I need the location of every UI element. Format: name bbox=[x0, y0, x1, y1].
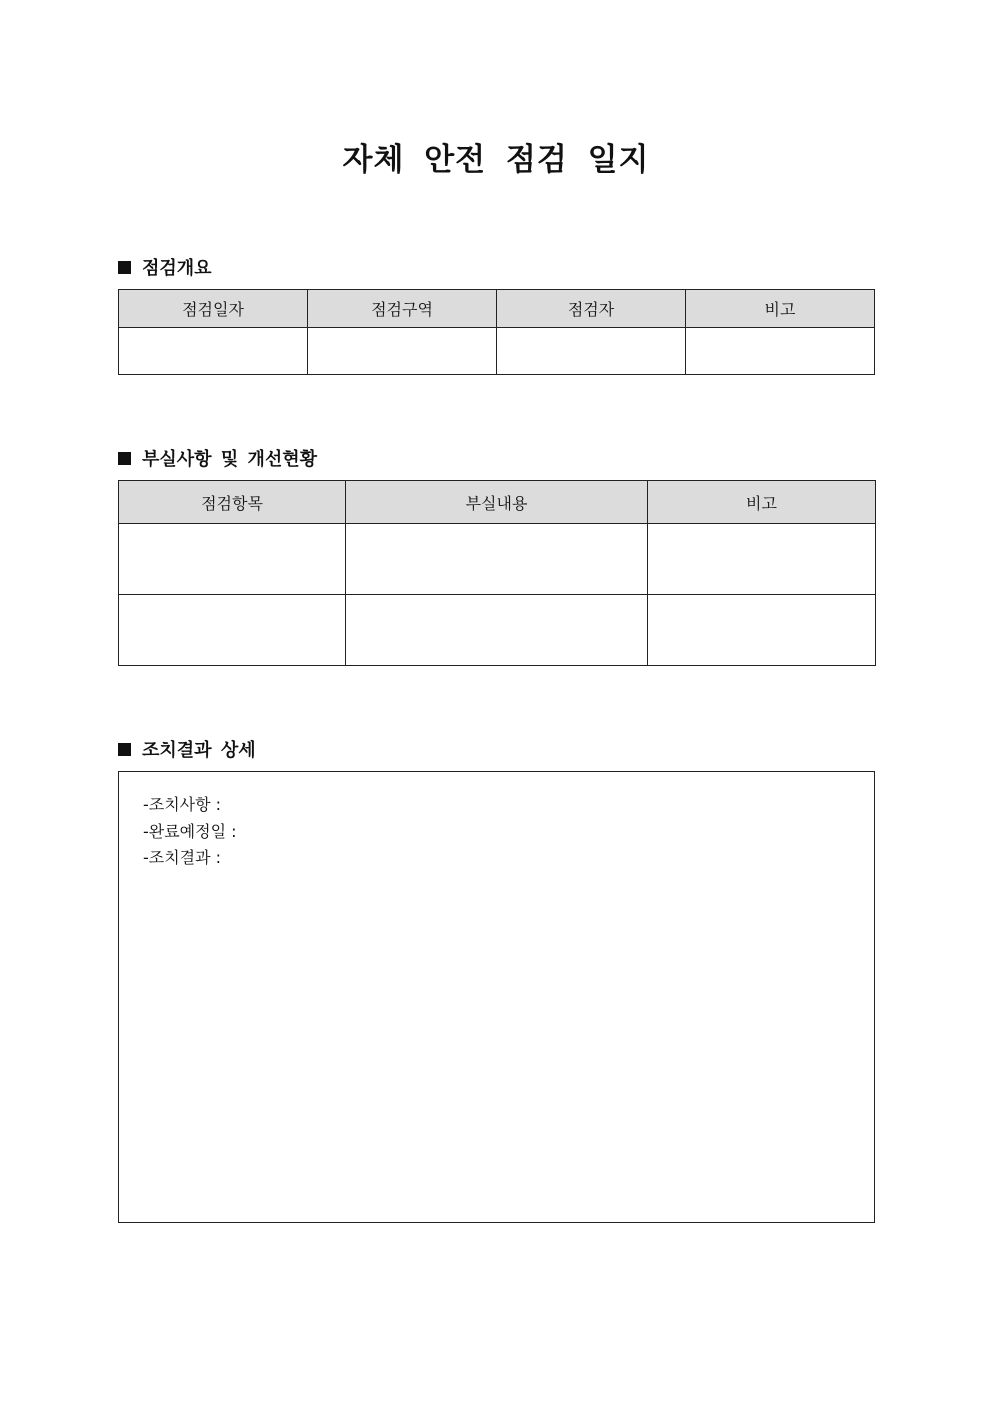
section-defects-title: 부실사항 및 개선현황 bbox=[142, 449, 318, 470]
action-detail-box[interactable] bbox=[118, 771, 875, 1223]
square-bullet-icon bbox=[118, 452, 131, 465]
table-row bbox=[119, 524, 876, 595]
section-overview-title: 점검개요 bbox=[142, 258, 212, 279]
section-defects-heading bbox=[118, 445, 317, 471]
defects-header-item: 점검항목 bbox=[119, 481, 346, 524]
section-overview-heading bbox=[118, 254, 212, 280]
defects-cell-remarks[interactable] bbox=[648, 524, 876, 595]
defects-cell-content[interactable] bbox=[346, 595, 648, 666]
defects-header-content: 부실내용 bbox=[346, 481, 648, 524]
overview-header-inspector: 점검자 bbox=[497, 290, 686, 328]
defects-cell-item[interactable] bbox=[119, 595, 346, 666]
overview-cell-remarks[interactable] bbox=[686, 328, 875, 375]
table-row bbox=[119, 328, 875, 375]
overview-header-remarks: 비고 bbox=[686, 290, 875, 328]
action-detail-lines bbox=[143, 792, 237, 872]
section-action-title: 조치결과 상세 bbox=[142, 740, 256, 761]
overview-cell-area[interactable] bbox=[308, 328, 497, 375]
defects-header-remarks: 비고 bbox=[648, 481, 876, 524]
page-title: 자체 안전 점검 일지 bbox=[342, 142, 650, 178]
overview-table bbox=[118, 289, 875, 375]
section-action-heading bbox=[118, 736, 256, 762]
defects-table bbox=[118, 480, 876, 666]
square-bullet-icon bbox=[118, 743, 131, 756]
defects-cell-remarks[interactable] bbox=[648, 595, 876, 666]
table-row bbox=[119, 595, 876, 666]
action-line-measures: -조치사항 : bbox=[143, 795, 222, 814]
action-line-due-date: -완료예정일 : bbox=[143, 821, 237, 841]
overview-cell-inspector[interactable] bbox=[497, 328, 686, 375]
overview-header-row bbox=[119, 290, 875, 328]
defects-cell-content[interactable] bbox=[346, 524, 648, 595]
overview-header-date: 점검일자 bbox=[119, 290, 308, 328]
defects-cell-item[interactable] bbox=[119, 524, 346, 595]
defects-header-row bbox=[119, 481, 876, 524]
overview-header-area: 점검구역 bbox=[308, 290, 497, 328]
action-line-result: -조치결과 : bbox=[143, 848, 222, 867]
overview-cell-date[interactable] bbox=[119, 328, 308, 375]
square-bullet-icon bbox=[118, 261, 131, 274]
